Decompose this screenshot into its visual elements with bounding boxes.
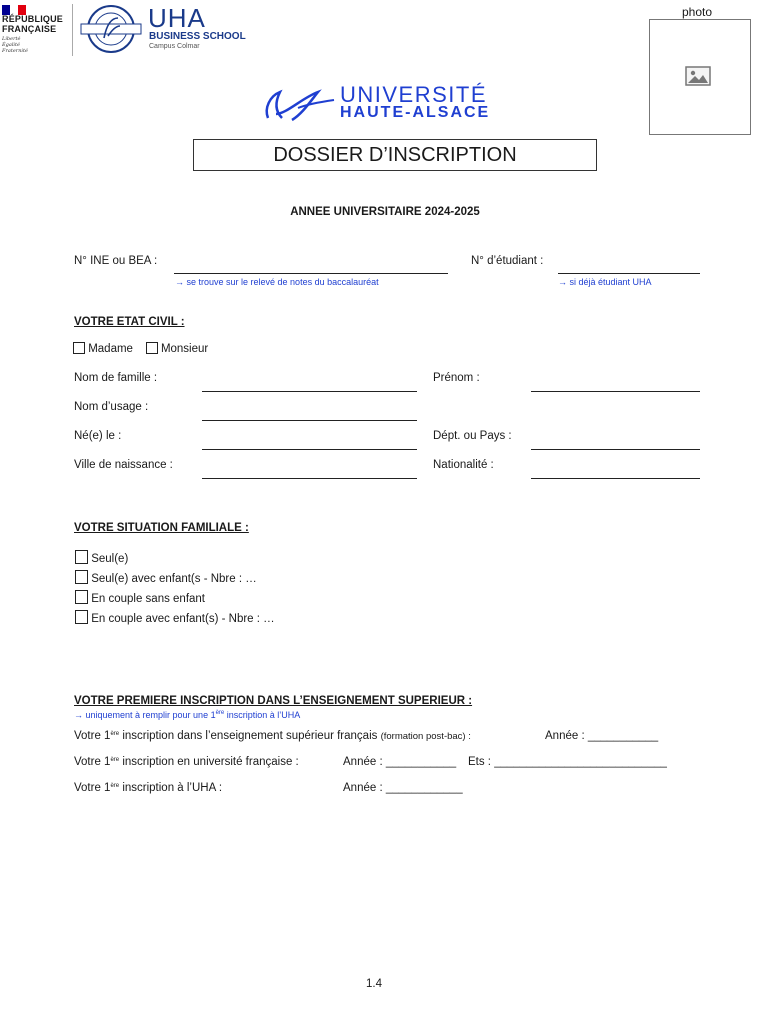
ville-naissance-field[interactable] [202, 478, 417, 479]
document-title: DOSSIER D’INSCRIPTION [193, 139, 597, 171]
premiere-inscription-hint: → uniquement à remplir pour une 1ère inscription à l’UHA [74, 710, 301, 720]
madame-label: Madame [88, 343, 133, 355]
seul-label: Seul(e) [91, 553, 129, 565]
couple-sans-enfant-label: En couple sans enfant [91, 593, 206, 605]
nom-famille-field[interactable] [202, 391, 417, 392]
student-number-label: N° d’étudiant : [471, 255, 544, 267]
situation-option [75, 610, 275, 625]
monsieur-label: Monsieur [160, 343, 209, 355]
academic-year: ANNEE UNIVERSITAIRE 2024-2025 [290, 206, 480, 218]
photo-label: photo [682, 5, 713, 19]
french-flag-icon [2, 2, 26, 12]
prenom-label: Prénom : [433, 372, 480, 384]
date-naissance-label: Né(e) le : [74, 430, 122, 442]
etat-civil-heading: VOTRE ETAT CIVIL : [74, 316, 185, 328]
inscription-superieur-label: Votre 1ère inscription dans l’enseignement supérieur français (formation post-bac) : [74, 730, 471, 742]
civility-options [73, 342, 208, 355]
situation-option [75, 590, 205, 605]
madame-checkbox[interactable] [73, 342, 85, 354]
business-school-seal-icon [80, 4, 142, 54]
rf-motto: Liberté Égalité Fraternité [2, 36, 28, 54]
monsieur-checkbox[interactable] [146, 342, 158, 354]
seul-avec-enfants-label: Seul(e) avec enfant(s - Nbre : … [91, 573, 257, 585]
nom-famille-label: Nom de famille : [74, 372, 158, 384]
dept-pays-label: Dépt. ou Pays : [433, 430, 512, 442]
ine-field[interactable] [174, 273, 448, 274]
inscription-universite-annee-field[interactable]: Année : ___________ [343, 756, 457, 768]
image-placeholder-icon [685, 66, 711, 86]
couple-avec-enfants-label: En couple avec enfant(s) - Nbre : … [91, 613, 275, 625]
logo-divider [72, 4, 73, 56]
situation-option [75, 550, 128, 565]
business-school-name: BUSINESS SCHOOL [149, 31, 246, 42]
nom-usage-label: Nom d’usage : [74, 401, 149, 413]
page-number: 1.4 [366, 978, 382, 990]
seul-checkbox[interactable] [75, 550, 88, 564]
inscription-uha-annee-field[interactable]: Année : ____________ [343, 782, 463, 794]
republique-francaise-logo [2, 2, 68, 58]
ine-hint: → se trouve sur le relevé de notes du baccalauréat [175, 277, 379, 287]
couple-avec-enfants-checkbox[interactable] [75, 610, 88, 624]
premiere-inscription-heading: VOTRE PREMIERE INSCRIPTION DANS L’ENSEIGNEMENT SUPERIEUR : [74, 695, 473, 707]
inscription-universite-label: Votre 1ère inscription en université française : [74, 756, 299, 768]
dept-pays-field[interactable] [531, 449, 700, 450]
seul-avec-enfants-checkbox[interactable] [75, 570, 88, 584]
student-number-hint: → si déjà étudiant UHA [558, 277, 652, 287]
nationalite-label: Nationalité : [433, 459, 494, 471]
situation-option [75, 570, 257, 585]
rf-title: RÉPUBLIQUE FRANÇAISE [2, 14, 64, 34]
inscription-superieur-annee-field[interactable]: Année : ___________ [545, 730, 659, 742]
business-school-uha: UHA [148, 3, 206, 33]
student-number-field[interactable] [558, 273, 700, 274]
university-location: HAUTE-ALSACE [340, 104, 491, 121]
inscription-uha-label: Votre 1ère inscription à l’UHA : [74, 782, 223, 794]
nationalite-field[interactable] [531, 478, 700, 479]
prenom-field[interactable] [531, 391, 700, 392]
university-name: UNIVERSITÉ [340, 82, 488, 107]
situation-familiale-heading: VOTRE SITUATION FAMILIALE : [74, 522, 249, 534]
ville-naissance-label: Ville de naissance : [74, 459, 173, 471]
couple-sans-enfant-checkbox[interactable] [75, 590, 88, 604]
date-naissance-field[interactable] [202, 449, 417, 450]
inscription-universite-ets-field[interactable]: Ets : ___________________________ [468, 756, 667, 768]
ine-label: N° INE ou BEA : [74, 255, 158, 267]
nom-usage-field[interactable] [202, 420, 417, 421]
uha-logo-mark-icon [262, 84, 336, 124]
business-school-campus: Campus Colmar [149, 43, 200, 50]
